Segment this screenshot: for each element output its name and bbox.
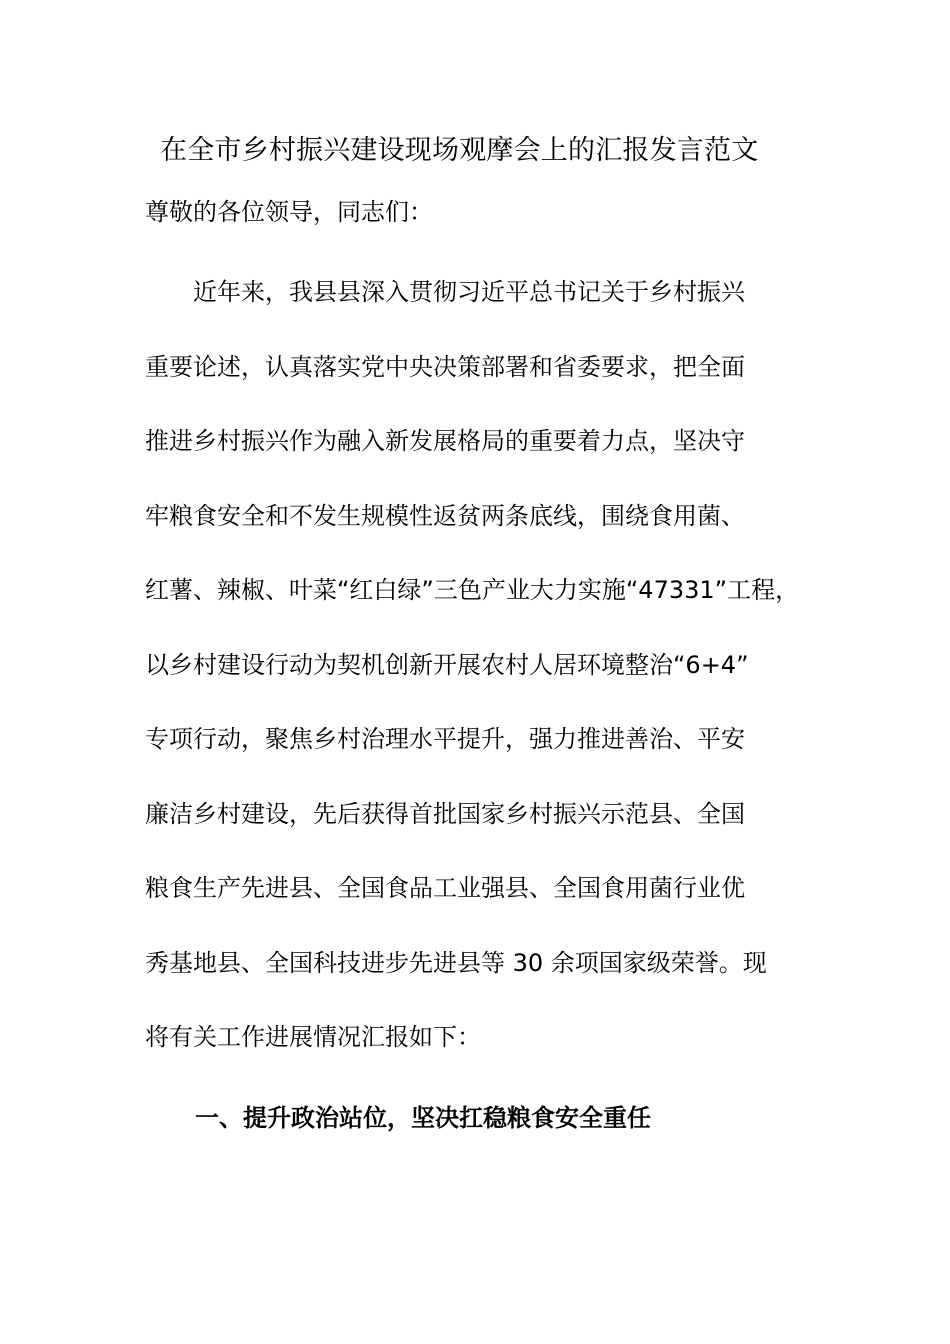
paragraph-line: 推进乡村振兴作为融入新发展格局的重要着力点，坚决守	[145, 427, 745, 455]
paragraph-line: 牢粮食安全和不发生规模性返贫两条底线，围绕食用菌、	[145, 501, 745, 530]
paragraph-line: 专项行动，聚焦乡村治理水平提升，强力推进善治、平安	[145, 725, 745, 753]
paragraph-line: 近年来，我县县深入贯彻习近平总书记关于乡村振兴	[145, 278, 745, 306]
document-title: 在全市乡村振兴建设现场观摩会上的汇报发言范文	[160, 135, 759, 166]
paragraph-line: 将有关工作进展情况汇报如下：	[145, 1023, 481, 1051]
salutation: 尊敬的各位领导，同志们：	[145, 198, 433, 226]
paragraph-line: 秀基地县、全国科技进步先进县等 30 余项国家级荣誉。现	[145, 948, 767, 977]
paragraph-line: 红薯、辣椒、叶菜“红白绿”三色产业大力实施“47331”工程，	[145, 576, 800, 604]
section-heading: 一、提升政治站位，坚决扛稳粮食安全重任	[195, 1104, 651, 1132]
paragraph-line: 以乡村建设行动为契机创新开展农村人居环境整治“6+4”	[145, 650, 749, 679]
paragraph-line: 廉洁乡村建设，先后获得首批国家乡村振兴示范县、全国	[145, 799, 745, 828]
paragraph-line: 重要论述，认真落实党中央决策部署和省委要求，把全面	[145, 352, 745, 381]
paragraph-line: 粮食生产先进县、全国食品工业强县、全国食用菌行业优	[145, 874, 745, 902]
